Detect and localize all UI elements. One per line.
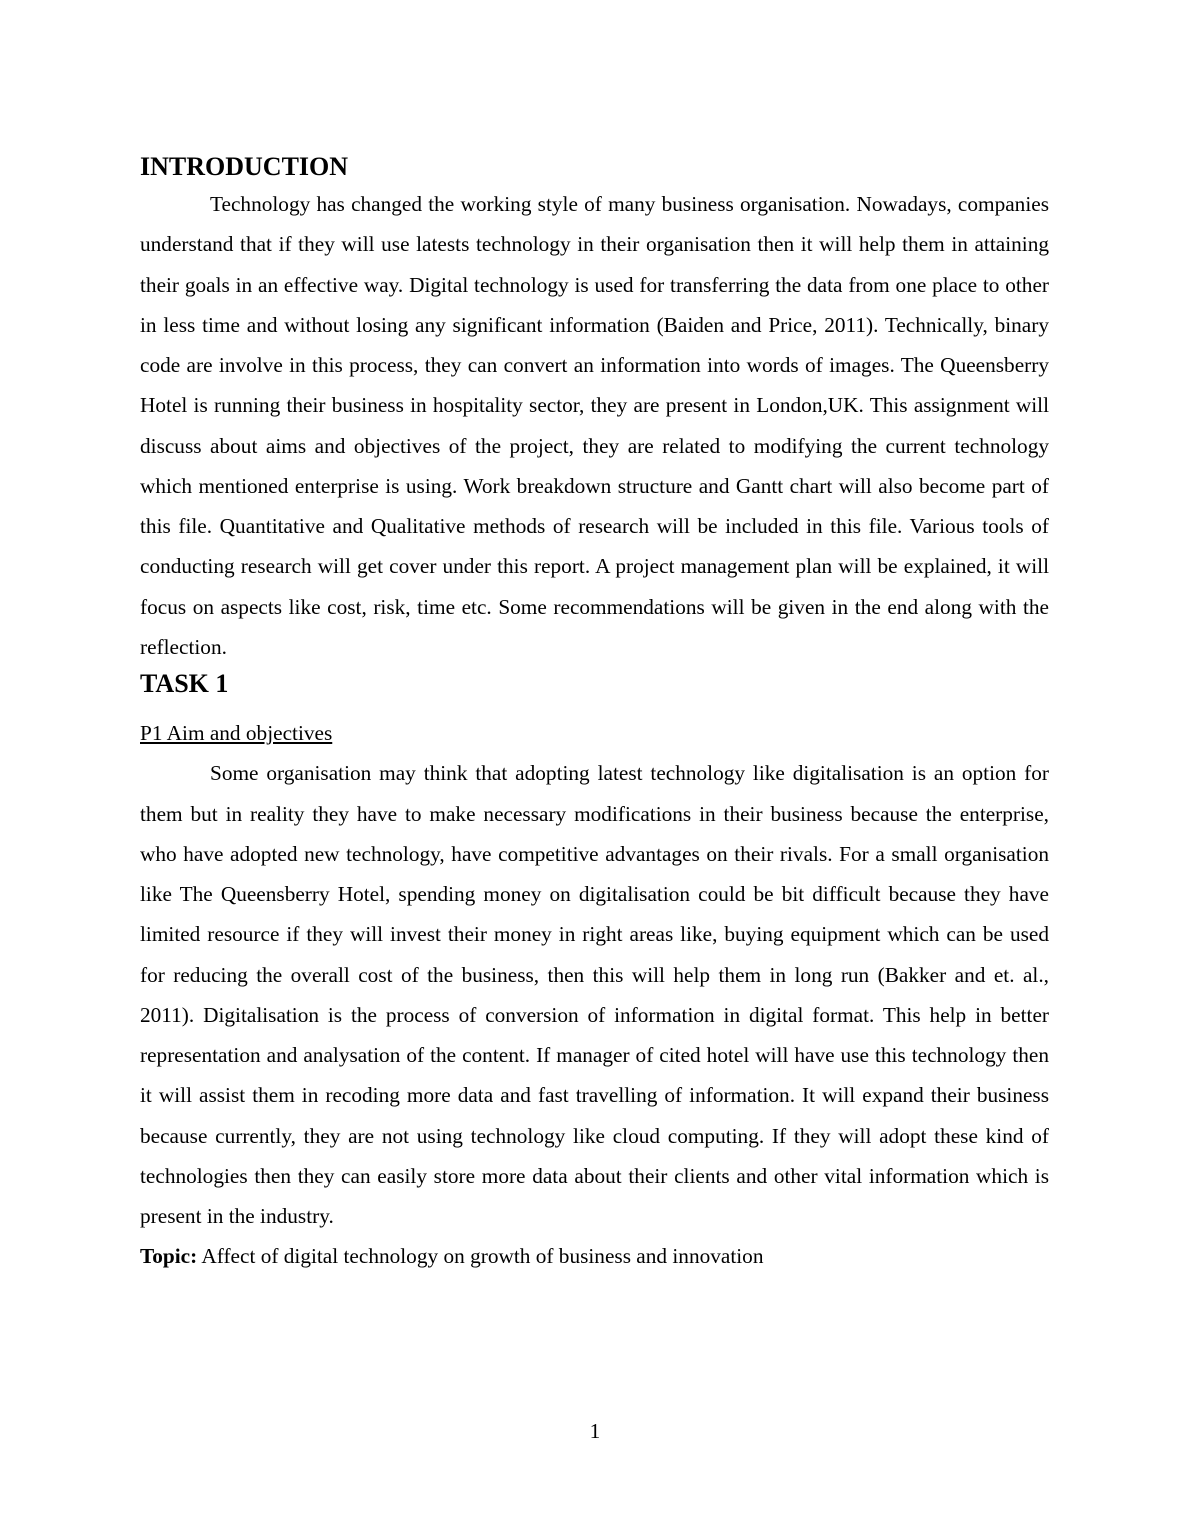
topic-line — [140, 1236, 1049, 1276]
topic-label: Topic: — [140, 1244, 198, 1269]
topic-text: Affect of digital technology on growth of business and innovation — [197, 1244, 764, 1269]
aim-objectives-subheading: P1 Aim and objectives — [140, 721, 333, 745]
introduction-paragraph: Technology has changed the working style of many business organisation. Nowadays, companies understand that if they will use latests technology in their organisation then it will help them in attaining their goals in an effective way. Digital technology is used for transferring the data from one place to other in less time and without losing any significant information (Baiden and Price, 2011). Technically, binary code are involve in this process, they can convert an information into words of images. The Queensberry Hotel is running their business in hospitality sector, they are present in London,UK. This assignment will discuss about aims and objectives of the project, they are related to modifying the current technology which mentioned enterprise is using. Work breakdown structure and Gantt chart will also become part of this file. Quantitative and Qualitative methods of research will be included in this file. Various tools of conducting research will get cover under this report. A project management plan will be explained, it will focus on aspects like cost, risk, time etc. Some recommendations will be given in the end along with the reflection. — [140, 192, 1049, 659]
introduction-heading: INTRODUCTION — [140, 152, 349, 181]
document-page — [140, 150, 1049, 1277]
task1-heading: TASK 1 — [140, 669, 229, 698]
page-number: 1 — [589, 1419, 601, 1443]
aim-objectives-paragraph: Some organisation may think that adopting latest technology like digitalisation is an option for them but in reality they have to make necessary modifications in their business because the enterprise, who have adopted new technology, have competitive advantages on their rivals. For a small organisation like The Queensberry Hotel, spending money on digitalisation could be bit difficult because they have limited resource if they will invest their money in right areas like, buying equipment which can be used for reducing the overall cost of the business, then this will help them in long run (Bakker and et. al., 2011). Digitalisation is the process of conversion of information in digital format. This help in better representation and analysation of the content. If manager of cited hotel will have use this technology then it will assist them in recoding more data and fast travelling of information. It will expand their business because currently, they are not using technology like cloud computing. If they will adopt these kind of technologies then they can easily store more data about their clients and other vital information which is present in the industry. — [140, 761, 1049, 1228]
